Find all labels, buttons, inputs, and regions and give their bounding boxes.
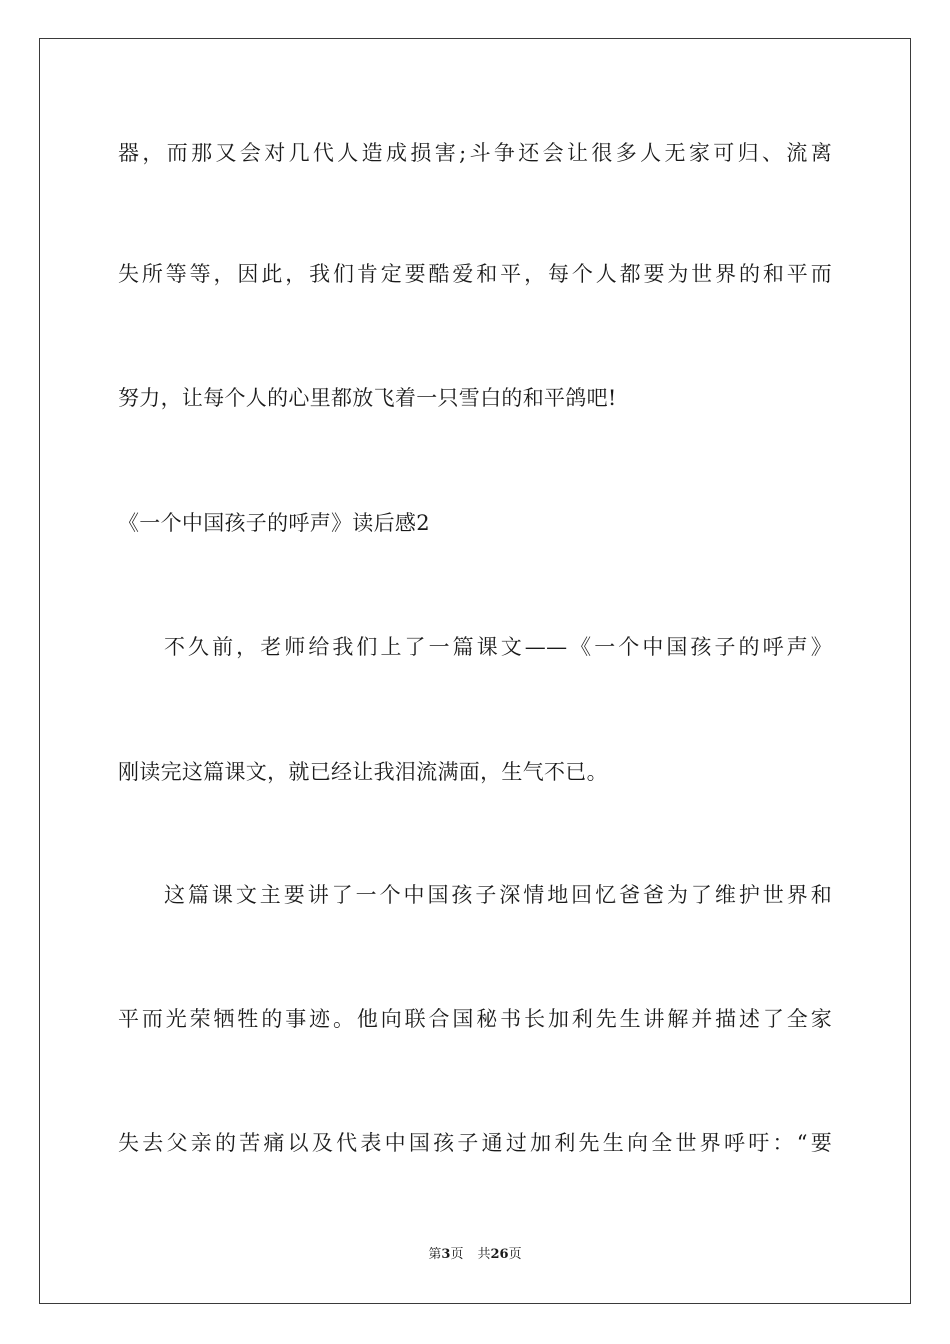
body-line-9: 失去父亲的苦痛以及代表中国孩子通过加利先生向全世界呼吁：“要 xyxy=(118,1131,832,1155)
page-footer xyxy=(0,1246,950,1264)
page-border xyxy=(39,38,911,1304)
body-line-6: 刚读完这篇课文，就已经让我泪流满面，生气不已。 xyxy=(118,760,608,784)
current-page-number: 3 xyxy=(441,1247,451,1262)
paragraph-start-1: 不久前，老师给我们上了一篇课文——《一个中国孩子的呼声》 xyxy=(164,635,832,659)
section-heading: 《一个中国孩子的呼声》读后感2 xyxy=(118,511,430,535)
total-suffix: 页 xyxy=(508,1247,522,1262)
total-pages-number: 26 xyxy=(490,1247,509,1262)
paragraph-start-2: 这篇课文主要讲了一个中国孩子深情地回忆爸爸为了维护世界和 xyxy=(164,883,832,907)
body-line-2: 失所等等，因此，我们肯定要酷爱和平，每个人都要为世界的和平而 xyxy=(118,262,832,286)
page-suffix: 页 xyxy=(450,1247,464,1262)
body-line-3: 努力，让每个人的心里都放飞着一只雪白的和平鸽吧! xyxy=(118,386,617,410)
body-line-8: 平而光荣牺牲的事迹。他向联合国秘书长加利先生讲解并描述了全家 xyxy=(118,1007,832,1031)
total-prefix: 共 xyxy=(477,1247,491,1262)
page-prefix: 第 xyxy=(428,1247,442,1262)
body-line-1: 器，而那又会对几代人造成损害;斗争还会让很多人无家可归、流离 xyxy=(118,141,832,165)
